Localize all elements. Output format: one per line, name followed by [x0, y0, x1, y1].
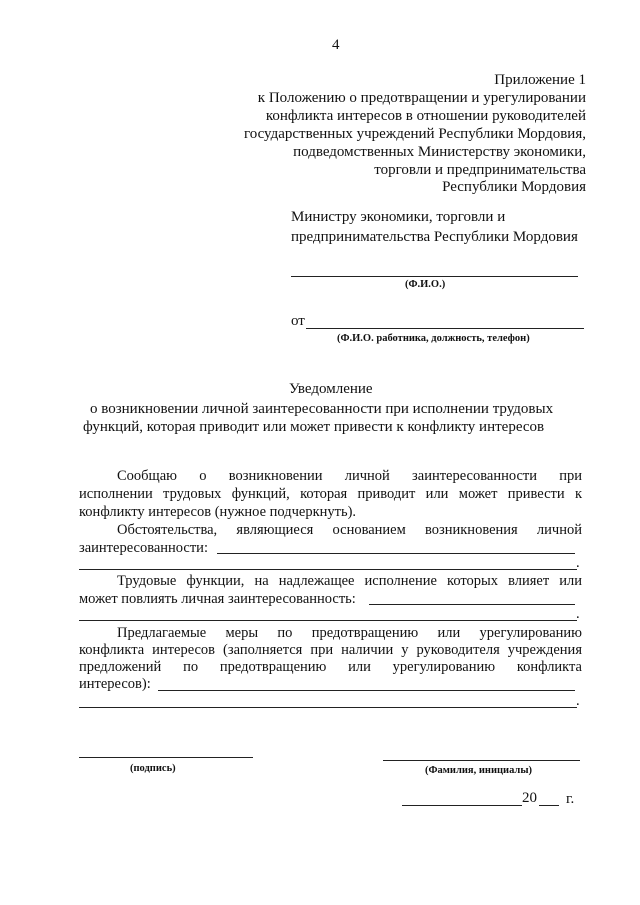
notice-subtitle-line-1: о возникновении личной заинтересованности при исполнении трудовых: [90, 401, 554, 417]
p4-line-3: предложений по предотвращению или урегулированию конфликта: [79, 659, 582, 675]
p1-line-3: конфликту интересов (нужное подчеркнуть).: [79, 504, 357, 520]
p3-field-line-1: [369, 604, 575, 605]
name-line: [383, 760, 580, 761]
p3-field-line-2: [79, 620, 577, 621]
name-caption: (Фамилия, инициалы): [425, 765, 533, 776]
p3-period: .: [576, 606, 580, 622]
p2-period: .: [576, 555, 580, 571]
p2-field-line-2: [79, 569, 577, 570]
p4-field-line-1: [158, 690, 575, 691]
p3-line-2: может повлиять личная заинтересованность:: [79, 591, 356, 607]
p4-line-1: Предлагаемые меры по предотвращению или урегулированию: [117, 625, 582, 641]
p1-line-1: Сообщаю о возникновении личной заинтересованности при: [117, 468, 582, 484]
p2-line-1: Обстоятельства, являющиеся основанием возникновения личной: [117, 522, 582, 538]
page-number: 4: [332, 37, 340, 53]
p1-line-2: исполнении трудовых функций, которая приводит или может привести к: [79, 486, 582, 502]
appendix-line-6: Республики Мордовия: [442, 179, 586, 195]
addressee-line-2: предпринимательства Республики Мордовия: [291, 229, 578, 245]
year-suffix: г.: [566, 791, 575, 807]
fio-caption: (Ф.И.О.): [405, 279, 446, 290]
p4-field-line-2: [79, 707, 577, 708]
p2-line-2: заинтересованности:: [79, 540, 208, 556]
date-line: [402, 805, 522, 806]
fio-field-line: [291, 276, 578, 277]
notice-title: Уведомление: [289, 381, 373, 397]
p3-line-1: Трудовые функции, на надлежащее исполнение которых влияет или: [117, 573, 582, 589]
appendix-line-3: государственных учреждений Республики Мордовия,: [243, 126, 586, 142]
appendix-line-4: подведомственных Министерству экономики,: [293, 144, 586, 160]
from-label: от: [291, 313, 305, 329]
p4-period: .: [576, 693, 580, 709]
year-prefix: 20: [522, 790, 537, 806]
appendix-line-1: к Положению о предотвращении и урегулировании: [257, 90, 586, 106]
appendix-line-5: торговли и предпринимательства: [374, 162, 586, 178]
addressee-line-1: Министру экономики, торговли и: [291, 209, 506, 225]
signature-caption: (подпись): [130, 763, 176, 774]
appendix-title: Приложение 1: [494, 72, 586, 88]
notice-subtitle-line-2: функций, которая приводит или может привести к конфликту интересов: [83, 419, 545, 435]
from-caption: (Ф.И.О. работника, должность, телефон): [337, 333, 530, 344]
signature-line: [79, 757, 253, 758]
appendix-line-2: конфликта интересов в отношении руководителей: [265, 108, 586, 124]
p2-field-line-1: [217, 553, 575, 554]
year-line: [539, 805, 559, 806]
from-field-line: [306, 328, 584, 329]
p4-line-4: интересов):: [79, 676, 151, 692]
p4-line-2: конфликта интересов (заполняется при наличии у руководителя учреждения: [79, 642, 582, 658]
